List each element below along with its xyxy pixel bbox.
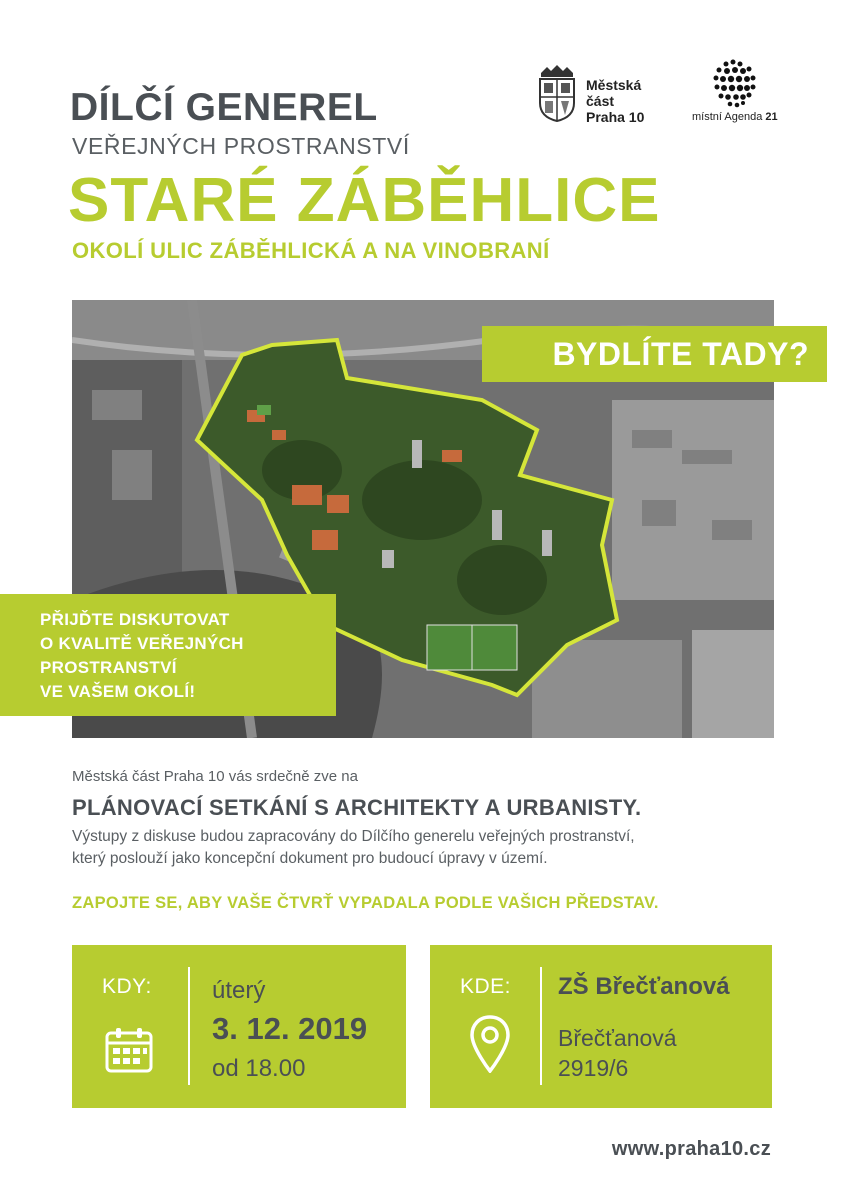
callout-line-4: VE VAŠEM OKOLÍ! xyxy=(40,682,196,701)
praha10-line-2: část xyxy=(586,93,615,109)
place-subtitle: OKOLÍ ULIC ZÁBĚHLICKÁ A NA VINOBRANÍ xyxy=(72,238,550,263)
venue-address-line-1: Břečťanová xyxy=(558,1025,677,1051)
callout-line-2: O KVALITĚ VEŘEJNÝCH xyxy=(40,634,244,653)
website-link[interactable]: www.praha10.cz xyxy=(611,1138,771,1160)
venue-address xyxy=(558,1023,677,1083)
description-line-1: Výstupy z diskuse budou zapracovány do Dílčího generelu veřejných prostranství, xyxy=(72,828,635,845)
description-line-2: který poslouží jako koncepční dokument pro budoucí úpravy v území. xyxy=(72,850,548,867)
location-pin-icon xyxy=(470,1015,510,1073)
agenda21-dots-icon xyxy=(690,58,785,108)
when-label: KDY: xyxy=(102,975,152,998)
title-line-2: VEŘEJNÝCH PROSTRANSTVÍ xyxy=(72,133,410,159)
agenda21-prefix: místní Agenda xyxy=(692,111,763,123)
event-day: úterý xyxy=(212,977,266,1004)
title-line-1: DÍLČÍ GENEREL xyxy=(70,86,378,129)
venue-name: ZŠ Břečťanová xyxy=(558,973,730,1000)
agenda21-number: 21 xyxy=(765,111,778,123)
bydlite-tady-badge: BYDLÍTE TADY? xyxy=(482,326,827,382)
place-title: STARÉ ZÁBĚHLICE xyxy=(68,166,661,235)
call-to-action: ZAPOJTE SE, ABY VAŠE ČTVRŤ VYPADALA PODLE VAŠICH PŘEDSTAV. xyxy=(72,894,659,912)
praha10-logo xyxy=(537,63,687,127)
callout-line-3: PROSTRANSTVÍ xyxy=(40,658,177,677)
praha10-crest-icon xyxy=(537,63,577,123)
when-divider xyxy=(188,967,190,1085)
discussion-callout xyxy=(0,594,336,716)
agenda21-text xyxy=(692,111,778,123)
agenda21-logo xyxy=(690,58,785,128)
praha10-line-1: Městská xyxy=(586,77,642,93)
meeting-headline: PLÁNOVACÍ SETKÁNÍ S ARCHITEKTY A URBANISTY. xyxy=(72,795,642,820)
where-divider xyxy=(540,967,542,1085)
when-box xyxy=(72,945,406,1108)
venue-address-line-2: 2919/6 xyxy=(558,1055,629,1081)
praha10-line-3: Praha 10 xyxy=(586,109,645,125)
where-label: KDE: xyxy=(460,975,512,998)
description xyxy=(72,826,792,870)
calendar-icon xyxy=(105,1027,153,1073)
callout-line-1: PŘIJĎTE DISKUTOVAT xyxy=(40,610,230,629)
praha10-logo-text xyxy=(586,77,644,125)
event-date: 3. 12. 2019 xyxy=(212,1011,368,1046)
where-box xyxy=(430,945,772,1108)
invite-text: Městská část Praha 10 vás srdečně zve na xyxy=(72,768,358,785)
event-time: od 18.00 xyxy=(212,1055,306,1082)
